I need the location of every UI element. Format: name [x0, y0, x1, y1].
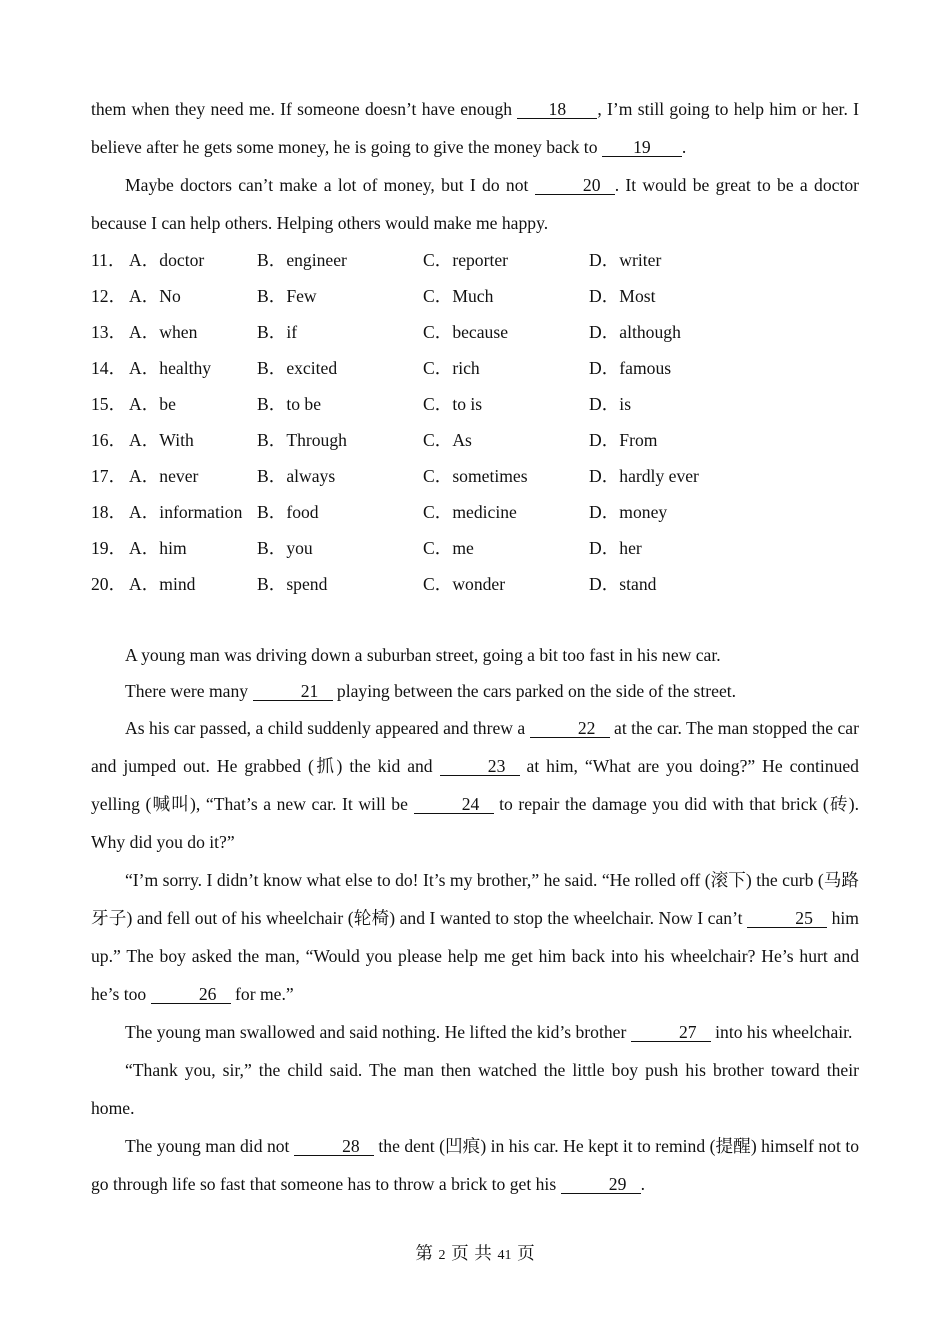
- option-row: 13． A．when B．if C．because D．although: [91, 322, 681, 342]
- answer-blank-26: 26: [151, 985, 231, 1004]
- answer-blank-18: 18: [517, 100, 597, 119]
- option-row: 18． A．information B．food C．medicine D．money: [91, 502, 668, 522]
- answer-blank-20: 20: [535, 176, 615, 195]
- option-row: 14． A．healthy B．excited C．rich D．famous: [91, 358, 672, 378]
- answer-blank-23: 23: [440, 757, 520, 776]
- option-row: 12． A．No B．Few C．Much D．Most: [91, 286, 656, 306]
- passage2-para1: A young man was driving down a suburban street, going a bit too fast in his new car.: [125, 645, 721, 665]
- passage2-para7: The young man did not 28 the dent (凹痕) in his car. He kept it to remind (提醒) himself not to go through life so fast that someone has to throw a brick to get his 29 .: [91, 1136, 859, 1194]
- answer-blank-29: 29: [561, 1175, 641, 1194]
- passage1-para2: Maybe doctors can’t make a lot of money, but I do not 20 . It would be great to be a doctor because I can help others. Helping others would make me happy.: [91, 175, 859, 233]
- option-row: 17． A．never B．always C．sometimes D．hardly ever: [91, 466, 699, 486]
- passage2-para2: There were many 21 playing between the cars parked on the side of the street.: [125, 681, 737, 701]
- option-row: 19． A．him B．you C．me D．her: [91, 538, 642, 558]
- option-row: 16． A．With B．Through C．As D．From: [91, 430, 658, 450]
- answer-blank-25: 25: [747, 909, 827, 928]
- answer-blank-27: 27: [631, 1023, 711, 1042]
- page-total: 41: [497, 1248, 512, 1263]
- passage2-para4: “I’m sorry. I didn’t know what else to do! It’s my brother,” he said. “He rolled off (滚下) the curb (马路牙子) and fell out of his wheelchair (轮椅) and I wanted to stop the wheelchair. Now I can’t 25 him up.” The boy asked the man, “Would you please help me get him back into his wheelchair? He’s hurt and he’s too 26 for me.”: [91, 870, 859, 1004]
- passage1-para1: them when they need me. If someone doesn’t have enough 18 , I’m still going to help him or her. I believe after he gets some money, he is going to give the money back to 19 .: [91, 99, 859, 157]
- options-list: [91, 242, 859, 602]
- answer-blank-22: 22: [530, 719, 610, 738]
- passage2-para5: The young man swallowed and said nothing. He lifted the kid’s brother 27 into his wheelchair.: [125, 1022, 853, 1042]
- passage2-para3: As his car passed, a child suddenly appeared and threw a 22 at the car. The man stopped the car and jumped out. He grabbed (抓) the kid and 23 at him, “What are you doing?” He continued yelling (喊叫), “That’s a new car. It will be 24 to repair the damage you did with that brick (砖). Why did you do it?”: [91, 718, 860, 852]
- answer-blank-24: 24: [414, 795, 494, 814]
- page-footer: 第 2 页 共 41 页: [415, 1244, 535, 1264]
- answer-blank-28: 28: [294, 1137, 374, 1156]
- answer-blank-21: 21: [253, 682, 333, 701]
- option-row: 20． A．mind B．spend C．wonder D．stand: [91, 574, 657, 594]
- document-page: [91, 90, 859, 1203]
- option-row: 15． A．be B．to be C．to is D．is: [91, 394, 632, 414]
- option-row: 11． A．doctor B．engineer C．reporter D．writer: [91, 250, 662, 270]
- answer-blank-19: 19: [602, 138, 682, 157]
- page-number: 2: [438, 1248, 446, 1263]
- passage2-para6: “Thank you, sir,” the child said. The man then watched the little boy push his brother toward their home.: [91, 1060, 859, 1118]
